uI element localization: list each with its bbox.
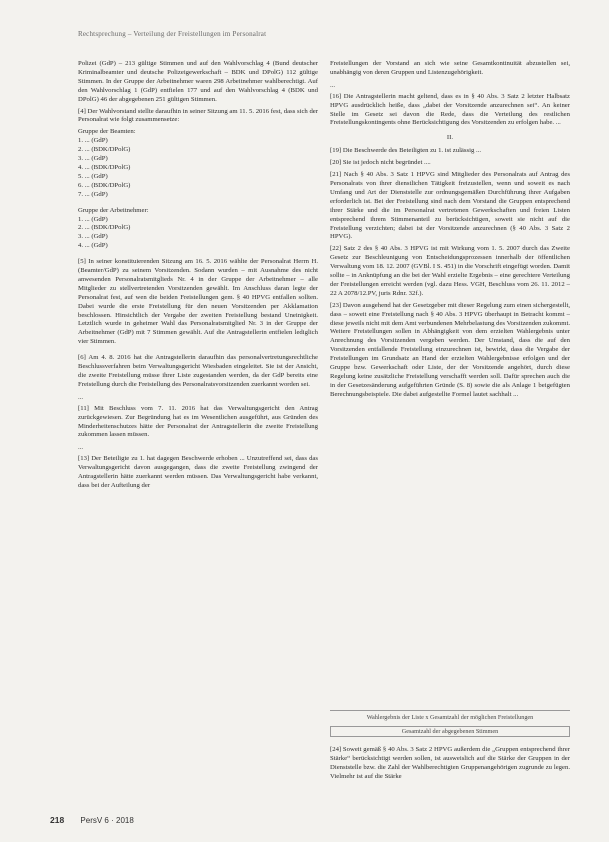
paragraph-22: [22] Satz 2 des § 40 Abs. 3 HPVG ist mit Wirkung vom 1. 5. 2007 durch das Zweite Gesetz zur Beschleunigung von Entscheidungsprozessen innerhalb der öffentlichen Verwaltung vom 18. 12. 2007 (GVBl. I S. 451) in die Vorschrift eingefügt worden. Damit sollte – in Anknüpfung an die bei der Wahl erzielte Ergebnis – eine gerechtere Verteilung der Freistellungen erreicht werden (vgl. dazu Hess. VGH, Beschluss vom 26. 11. 2012 – 22 A 2078/12.PV, juris Rdnr. 32f.). — [330, 245, 570, 297]
ellipsis: ... — [78, 393, 84, 401]
header-section: Rechtsprechung — [78, 30, 126, 38]
paragraph-6: [6] Am 4. 8. 2016 hat die Antragstellerin daraufhin das personalvertretungsrechtliche Beschlussverfahren beim Verwaltungsgericht Wiesbaden eingeleitet. Sie ist der Ansicht, die zweite Freistellung müsse ihrer Liste zugestanden werden, da der GdP bereits eine Freistellung durch die Freistellung des Personalratsvorsitzenden zuerkannt worden sei. — [78, 354, 318, 388]
divider — [330, 710, 570, 711]
list-item: 1. ... (GdP) — [78, 137, 108, 145]
list-item: 2. ... (BDK/DPolG) — [78, 224, 131, 232]
paragraph-11: [11] Mit Beschluss vom 7. 11. 2016 hat das Verwaltungsgericht den Antrag zurückgewiesen. Zur Begründung hat es im Wesentlichen ausgeführt, aus Gründen des Minderheitenschutzes hätte der Personalrat der Antragstellerin die zweite Freistellung zukommen lassen müssen. — [78, 404, 318, 439]
arbeitnehmer-list — [78, 207, 318, 252]
paragraph-24: [24] Soweit gemäß § 40 Abs. 3 Satz 2 HPVG außerdem die „Gruppen entsprechend ihrer Stärke“ berücksichtigt werden sollen, ist ausweislich auf die Stärke der Gruppen in der Dienststelle bzw. die Zahl der Wahlberechtigten Gruppenangehörigen zugrunde zu legen. Vielmehr ist auf die Stärke — [330, 746, 570, 780]
section-heading: II. — [446, 134, 454, 142]
page-footer — [50, 815, 134, 825]
list-item: 5. ... (GdP) — [78, 172, 108, 180]
paragraph-21: [21] Nach § 40 Abs. 3 Satz 1 HPVG sind Mitglieder des Personalrats auf Antrag des Personalrats von ihrer dienstlichen Tätigkeit freizustellen, wenn und soweit es nach Umfang und Art der Dienststelle zur ordnungsgemäßen Durchführung ihrer Aufgaben erforderlich ist. Bei der Freistellung sind nach dem Vorstand die Gruppen entsprechend ihrer Stärke und die im Personalrat vertretenen Gewerkschaften und freien Listen entsprechend ihrem Stimmenanteil zu berücksichtigen, soweit sie nicht auf die Freistellung verzichten; dabei ist der Vorsitzende anzurechnen (§ 40 Abs. 3 Satz 2 HPVG). — [330, 171, 570, 241]
formula-numerator: Wahlergebnis der Liste x Gesamtzahl der möglichen Freistellungen — [366, 714, 534, 721]
header-title: Verteilung der Freistellungen im Personalrat — [133, 30, 267, 38]
paragraph: Freistellungen der Vorstand an sich wie seine Gesamtkontinuität abzustellen sei, unabhängig von deren Gruppen und Listenzugehörigkeit. — [330, 60, 570, 76]
formula-denominator — [330, 726, 570, 737]
journal-issue: PersV 6 · 2018 — [80, 816, 134, 825]
beamte-list — [78, 128, 318, 199]
ellipsis: ... — [330, 81, 336, 89]
list-heading: Gruppe der Arbeitnehmer: — [78, 206, 149, 214]
right-column-bottom — [330, 746, 570, 785]
list-item: 3. ... (GdP) — [78, 155, 108, 163]
paragraph-23: [23] Davon ausgehend hat der Gesetzgeber mit dieser Regelung zum einen sichergestellt, dass – soweit eine Freistellung nach § 40 Abs. 3 HPVG überhaupt in Betracht kommt – diese jeweils nicht mit dem Amt verbundenen Mehrbelastung des Vorsitzenden zukommt. Weitere Freistellungen sollen in Abhängigkeit von dem erzielten Wahlergebnis unter Anrechnung des Vorsitzenden vergeben werden. Der Umstand, dass die auf den Vorsitzenden entfallende Freistellung einzurechnen ist, bewirkt, dass die Vergabe der Freistellungen im Grundsatz an Hand der erzielten Wahlergebnisse erfolgen und der Gruppe bzw. Gewerkschaft oder Liste, der der Vorsitzende angehört, durch diese Regelung keine zusätzliche Freistellung verschafft werden soll. Dafür sprechen auch die in der Gesetzesänderung aufgeführten Gründe (S. 8) sowie die als Anlage 1 beigefügten Berechnungsbeispiele. Die dabei aufgestellte Formel lautet sachhalt ... — [330, 301, 570, 398]
formula-denominator-box: Gesamtzahl der abgegebenen Stimmen — [330, 726, 570, 737]
list-item: 6. ... (BDK/DPolG) — [78, 181, 131, 189]
paragraph-19: [19] Die Beschwerde des Beteiligten zu 1. ist zulässig ... — [330, 147, 481, 155]
right-column — [330, 60, 570, 403]
list-item: 3. ... (GdP) — [78, 233, 108, 241]
paragraph-20: [20] Sie ist jedoch nicht begründet .... — [330, 159, 431, 167]
list-item: 4. ... (GdP) — [78, 242, 108, 250]
ellipsis: ... — [78, 444, 84, 452]
list-item: 4. ... (BDK/DPolG) — [78, 163, 131, 171]
paragraph: Polizei (GdP) – 213 gültige Stimmen und auf den Wahlvorschlag 4 (Bund deutscher Kriminalbeamter und deutsche Polizeigewerkschaft – BDK und DPolG) 112 gültige Stimmen. In der Gruppe der Arbeitnehmer waren 298 Arbeitnehmer wahlberechtigt. Auf den Wahlvorschlag 1 (GdP) entfielen 177 und auf den Wahlvorschlag 4 (BDK und DPolG) 46 der abgegebenen 251 gültigen Stimmen. — [78, 60, 318, 103]
paragraph-13: [13] Der Beteiligte zu 1. hat dagegen Beschwerde erhoben ... Unzutreffend sei, dass das Verwaltungsgericht davon ausgegangen, dass die zweite Freistellung zwingend der Antragstellerin hätte zuerkannt werden müssen. Das Verwaltungsgericht habe verkannt, dass bei der Aufteilung der — [78, 455, 318, 489]
left-column — [78, 60, 318, 494]
list-heading: Gruppe der Beamten: — [78, 128, 136, 136]
paragraph-16: [16] Die Antragstellerin macht geltend, dass es in § 40 Abs. 3 Satz 2 letzter Halbsatz HPVG ausdrücklich heiße, dass „dabei der Vorsitzende anzurechnen sei“. An keiner Stelle im Gesetz sei davon die Rede, dass die Verteilung des restlichen Freistellungskontingents ohne Berücksichtigung des Vorsitzenden zu erfolgen habe. ... — [330, 92, 570, 127]
list-item: 2. ... (BDK/DPolG) — [78, 146, 131, 154]
page-number: 218 — [50, 815, 65, 825]
running-header: Rechtsprechung – Verteilung der Freistellungen im Personalrat — [78, 30, 267, 38]
paragraph-5: [5] In seiner konstituierenden Sitzung am 16. 5. 2016 wählte der Personalrat Herrn H. (Beamter/GdP) zu seinem Vorsitzenden. Sodann wurden – mit Ausnahme des nicht anwesenden Personalratsmitglieds Nr. 4 in der Gruppe der Arbeitnehmer – alle Mitglieder zu stellvertretenden Vorsitzenden gewählt. Im Anschluss daran legte der Personalrat fest, auf wen die beiden Freistellungen gem. § 40 HPVG entfallen sollten. Dabei wurde die erste Freistellung für den neuen Vorsitzenden per Akklamation beschlossen. Hinsichtlich der Vergabe der zweiten Freistellung bestand Uneinigkeit. Letztlich wurde in geheimer Wahl das Personalratsmitglied Nr. 3 in der Gruppe der Arbeitnehmer (GdP) mit 7 Stimmen gewählt. Auf die Antragstellerin entfielen lediglich vier Stimmen. — [78, 258, 318, 346]
list-item: 7. ... (GdP) — [78, 190, 108, 198]
list-item: 1. ... (GdP) — [78, 215, 108, 223]
paragraph-4: [4] Der Wahlvorstand stellte daraufhin in seiner Sitzung am 11. 5. 2016 fest, dass sich der Personalrat wie folgt zusammensetze: — [78, 107, 318, 124]
